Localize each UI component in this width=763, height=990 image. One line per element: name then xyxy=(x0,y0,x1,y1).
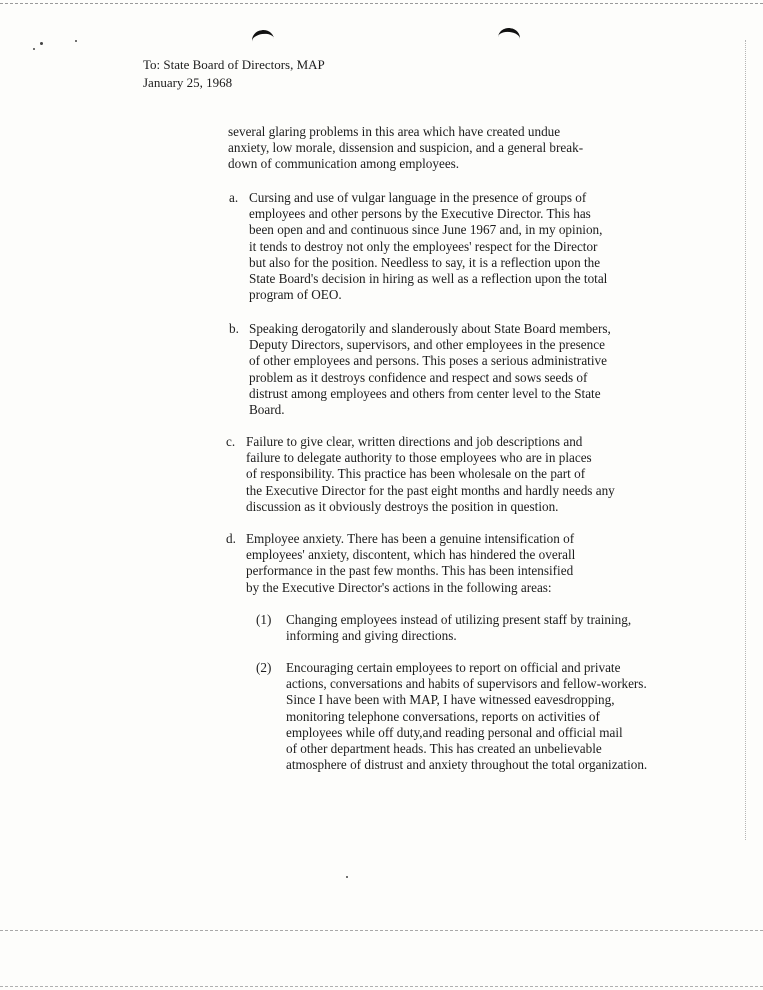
item-letter: c. xyxy=(226,434,236,449)
sub-item-line: employees while off duty,and reading personal and official mail xyxy=(286,724,623,740)
item-line: the Executive Director for the past eight months and hardly needs any xyxy=(246,482,615,498)
item-line: Cursing and use of vulgar language in the presence of groups of xyxy=(249,190,587,205)
memo-to-line: To: State Board of Directors, MAP xyxy=(143,57,325,72)
sub-item-number: (2) xyxy=(256,660,272,675)
punch-hole-mark-right xyxy=(497,27,521,49)
sub-item-line: informing and giving directions. xyxy=(286,628,457,644)
sub-item-line: Encouraging certain employees to report on official and private xyxy=(286,660,621,675)
sub-item-line: actions, conversations and habits of supervisors and fellow-workers. xyxy=(286,676,647,692)
item-text xyxy=(249,190,607,303)
scan-edge-top xyxy=(0,3,763,4)
memo-header xyxy=(143,56,325,92)
item-line: program of OEO. xyxy=(249,287,342,303)
scan-speck xyxy=(33,48,35,50)
item-letter: b. xyxy=(229,321,239,336)
item-line: Board. xyxy=(249,402,285,418)
item-line: failure to delegate authority to those employees who are in places xyxy=(246,450,592,466)
item-letter: a. xyxy=(229,190,239,205)
punch-hole-mark-left xyxy=(251,29,276,52)
item-line: been open and and continuous since June 1967 and, in my opinion, xyxy=(249,222,603,238)
scan-edge-right xyxy=(745,40,746,840)
sub-item-text xyxy=(286,660,647,773)
item-line: employees and other persons by the Executive Director. This has xyxy=(249,206,591,222)
item-text xyxy=(246,531,575,596)
item-line: performance in the past few months. This has been intensified xyxy=(246,563,574,579)
item-line: State Board's decision in hiring as well as a reflection upon the total xyxy=(249,271,608,287)
item-text xyxy=(249,321,611,418)
item-letter: d. xyxy=(226,531,236,546)
sub-item-line: Changing employees instead of utilizing present staff by training, xyxy=(286,612,632,627)
sub-item-line: of other department heads. This has created an unbelievable xyxy=(286,741,602,757)
scan-speck xyxy=(346,876,348,878)
sub-item-line: Since I have been with MAP, I have witnessed eavesdropping, xyxy=(286,692,615,708)
sub-item-number: (1) xyxy=(256,612,272,627)
scan-edge-bottom-2 xyxy=(0,986,763,987)
item-line: of responsibility. This practice has been wholesale on the part of xyxy=(246,466,586,482)
item-line: employees' anxiety, discontent, which has hindered the overall xyxy=(246,547,576,563)
intro-line: anxiety, low morale, dissension and suspicion, and a general break- xyxy=(228,140,584,156)
item-line: but also for the position. Needless to say, it is a reflection upon the xyxy=(249,254,601,270)
memo-date-line: January 25, 1968 xyxy=(143,75,233,90)
item-line: Deputy Directors, supervisors, and other employees in the presence xyxy=(249,337,605,353)
scan-speck xyxy=(40,42,43,45)
item-line: it tends to destroy not only the employees' respect for the Director xyxy=(249,238,598,254)
scan-speck xyxy=(75,40,77,42)
item-line: of other employees and persons. This poses a serious administrative xyxy=(249,353,607,369)
item-line: Employee anxiety. There has been a genuine intensification of xyxy=(246,531,575,546)
item-line: distrust among employees and others from center level to the State xyxy=(249,385,601,401)
scan-edge-bottom xyxy=(0,930,763,931)
item-line: Speaking derogatorily and slanderously about State Board members, xyxy=(249,321,611,336)
intro-line: down of communication among employees. xyxy=(228,156,460,172)
item-line: by the Executive Director's actions in the following areas: xyxy=(246,579,552,595)
item-line: problem as it destroys confidence and respect and sows seeds of xyxy=(249,369,588,385)
item-line: Failure to give clear, written directions and job descriptions and xyxy=(246,434,583,449)
intro-paragraph xyxy=(228,124,583,173)
intro-line: several glaring problems in this area which have created undue xyxy=(228,124,561,139)
sub-item-line: atmosphere of distrust and anxiety throughout the total organization. xyxy=(286,757,648,773)
sub-item-text xyxy=(286,612,631,644)
item-line: discussion as it obviously destroys the position in question. xyxy=(246,498,559,514)
sub-item-line: monitoring telephone conversations, reports on activities of xyxy=(286,708,600,724)
item-text xyxy=(246,434,615,515)
